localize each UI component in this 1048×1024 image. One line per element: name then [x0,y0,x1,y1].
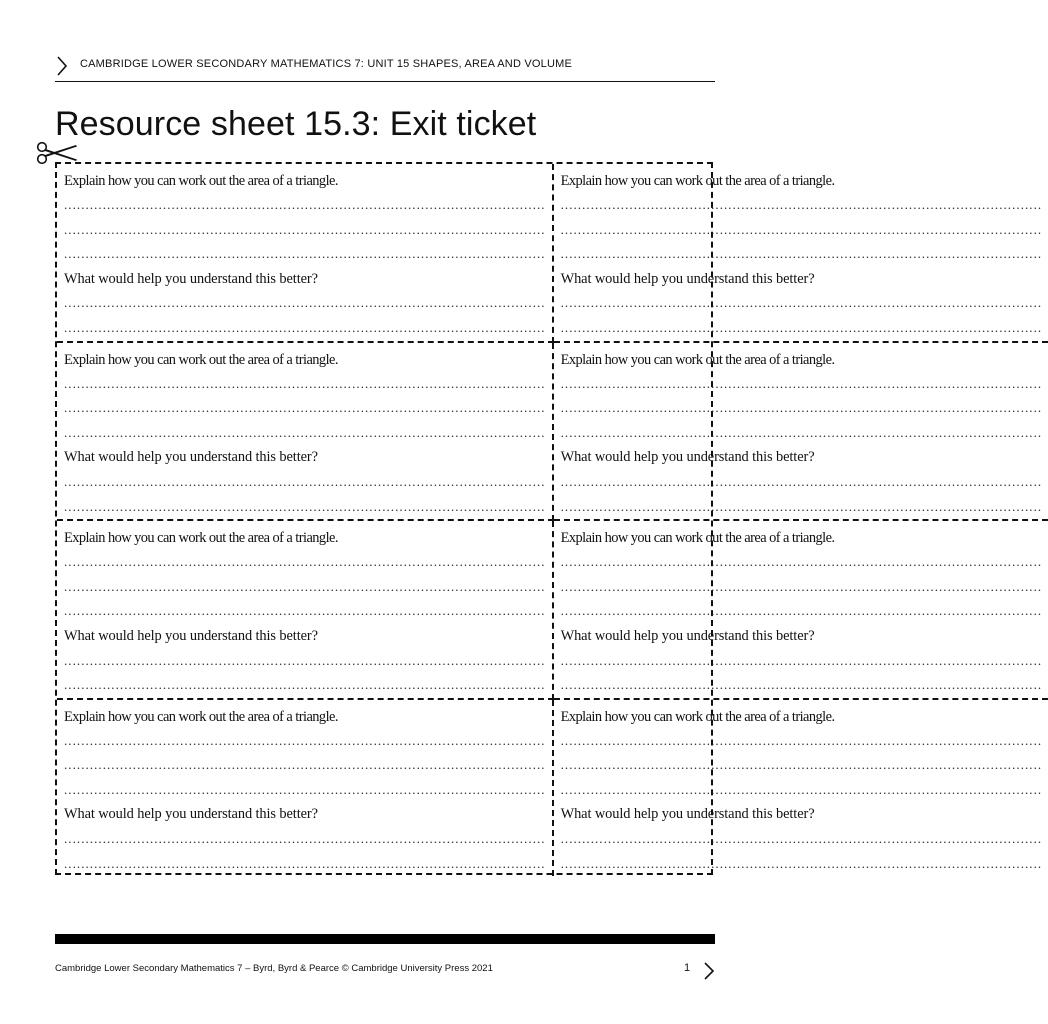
question-help-understand: What would help you understand this better? [64,270,318,287]
answer-line[interactable]: ................................................................................................................ [560,757,1043,773]
running-header [55,54,715,82]
answer-line[interactable]: ................................................................................................................ [64,295,546,311]
question-help-understand: What would help you understand this better? [560,270,815,287]
question-help-understand: What would help you understand this better? [64,806,318,823]
answer-line[interactable]: ................................................................................................................ [560,554,1043,570]
answer-line[interactable]: ................................................................................................................ [560,677,1043,693]
answer-line[interactable]: ................................................................................................................ [560,498,1043,514]
exit-ticket-grid [55,162,1043,875]
answer-line[interactable]: ................................................................................................................ [64,498,546,514]
exit-ticket [554,343,1048,522]
answer-line[interactable]: ................................................................................................................ [64,677,546,693]
answer-line[interactable]: ................................................................................................................ [560,295,1043,311]
question-area-triangle: Explain how you can work out the area of a triangle. [560,173,835,189]
answer-line[interactable]: ................................................................................................................ [64,855,546,871]
page-number: 1 [684,962,691,974]
exit-ticket [554,700,1048,877]
answer-line[interactable]: ................................................................................................................ [64,424,546,440]
question-area-triangle: Explain how you can work out the area of a triangle. [64,173,338,189]
answer-line[interactable]: ................................................................................................................ [64,473,546,489]
answer-line[interactable]: ................................................................................................................ [64,221,546,237]
answer-line[interactable]: ................................................................................................................ [64,246,546,262]
header-text: CAMBRIDGE LOWER SECONDARY MATHEMATICS 7: UNIT 15 SHAPES, AREA AND VOLUME [80,58,572,70]
answer-line[interactable]: ................................................................................................................ [64,197,546,212]
question-help-understand: What would help you understand this better? [64,449,318,466]
exit-ticket [57,521,554,700]
answer-line[interactable]: ................................................................................................................ [560,473,1043,489]
question-area-triangle: Explain how you can work out the area of a triangle. [560,708,835,725]
answer-line[interactable]: ................................................................................................................ [64,781,546,797]
answer-line[interactable]: ................................................................................................................ [64,319,546,335]
exit-ticket [57,164,554,343]
answer-line[interactable]: ................................................................................................................ [64,375,546,391]
page-title: Resource sheet 15.3: Exit ticket [55,105,537,143]
question-help-understand: What would help you understand this better? [560,449,815,466]
answer-line[interactable]: ................................................................................................................ [560,221,1043,237]
question-area-triangle: Explain how you can work out the area of a triangle. [64,708,338,725]
answer-line[interactable]: ................................................................................................................ [64,732,546,748]
answer-line[interactable]: ................................................................................................................ [64,603,546,619]
exit-ticket [554,164,1048,343]
answer-line[interactable]: ................................................................................................................ [560,197,1043,212]
question-help-understand: What would help you understand this better? [560,627,815,644]
answer-line[interactable]: ................................................................................................................ [560,781,1043,797]
answer-line[interactable]: ................................................................................................................ [64,757,546,773]
question-help-understand: What would help you understand this better? [64,627,318,644]
exit-ticket [57,700,554,877]
answer-line[interactable]: ................................................................................................................ [64,400,546,416]
answer-line[interactable]: ................................................................................................................ [560,375,1043,391]
footer-divider [55,934,715,944]
answer-line[interactable]: ................................................................................................................ [560,319,1043,335]
answer-line[interactable]: ................................................................................................................ [560,603,1043,619]
question-area-triangle: Explain how you can work out the area of a triangle. [560,530,835,547]
chevron-right-icon[interactable] [702,960,716,982]
answer-line[interactable]: ................................................................................................................ [64,831,546,847]
answer-line[interactable]: ................................................................................................................ [560,831,1043,847]
question-area-triangle: Explain how you can work out the area of a triangle. [560,351,835,368]
answer-line[interactable]: ................................................................................................................ [64,578,546,594]
answer-line[interactable]: ................................................................................................................ [560,578,1043,594]
exit-ticket [554,521,1048,700]
chevron-right-icon [55,54,69,78]
question-area-triangle: Explain how you can work out the area of a triangle. [64,530,338,547]
question-help-understand: What would help you understand this better? [560,806,815,823]
exit-ticket [57,343,554,522]
answer-line[interactable]: ................................................................................................................ [560,424,1043,440]
footer-credit: Cambridge Lower Secondary Mathematics 7 – Byrd, Byrd & Pearce © Cambridge University Press 2021 [55,963,493,974]
answer-line[interactable]: ................................................................................................................ [64,554,546,570]
answer-line[interactable]: ................................................................................................................ [560,652,1043,668]
question-area-triangle: Explain how you can work out the area of a triangle. [64,351,338,368]
answer-line[interactable]: ................................................................................................................ [560,732,1043,748]
answer-line[interactable]: ................................................................................................................ [560,246,1043,262]
answer-line[interactable]: ................................................................................................................ [560,400,1043,416]
answer-line[interactable]: ................................................................................................................ [64,652,546,668]
answer-line[interactable]: ................................................................................................................ [560,855,1043,871]
